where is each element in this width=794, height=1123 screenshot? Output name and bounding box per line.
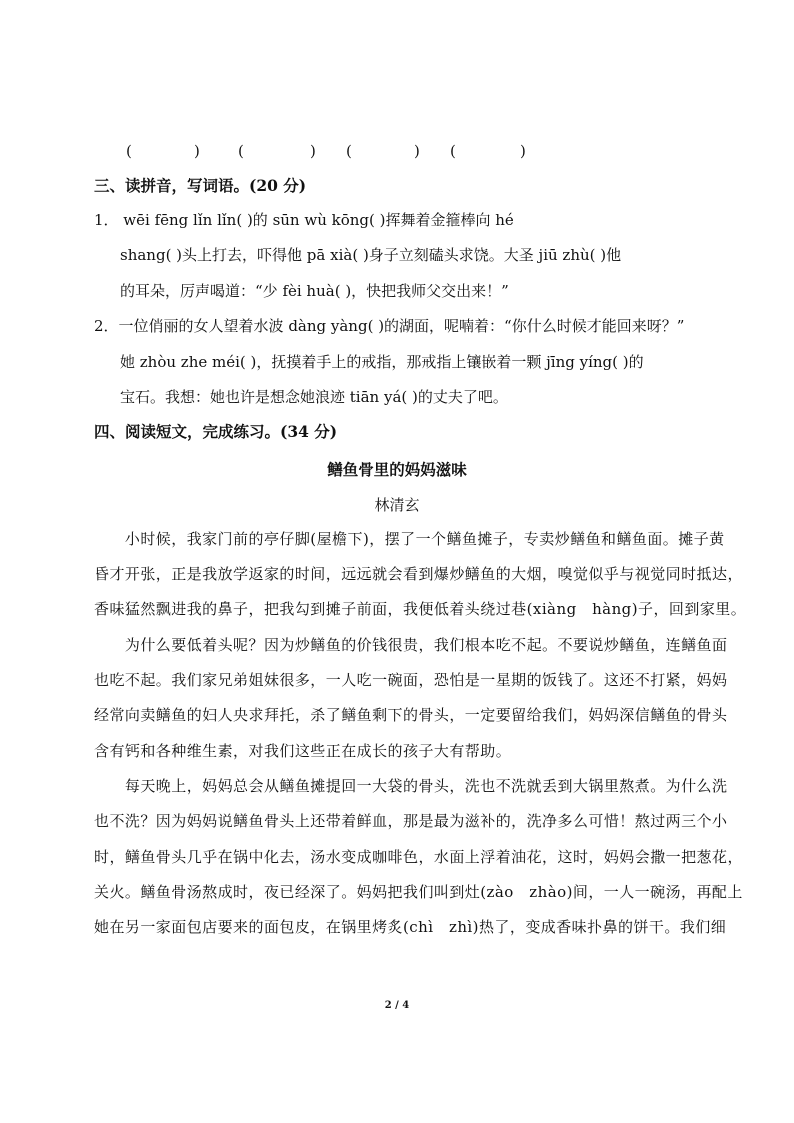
article-line: 她在另一家面包店要来的面包皮，在锅里烤炙(chì zhì)热了，变成香味扑鼻的饼干。我们细 xyxy=(94,918,727,936)
blank-close: ) xyxy=(414,142,420,160)
question-1-line-1: 1． wēi fēng lǐn lǐn( )的 sūn wù kōng( )挥舞着金箍棒向 hé xyxy=(94,211,514,229)
blank-open: ( xyxy=(346,142,352,160)
blank-open: ( xyxy=(238,142,244,160)
article-line: 含有钙和各种维生素，对我们这些正在成长的孩子大有帮助。 xyxy=(94,742,512,760)
blank-open: ( xyxy=(450,142,456,160)
article-line: 也吃不起。我们家兄弟姐妹很多，一人吃一碗面，恐怕是一星期的饭钱了。这还不打紧，妈妈 xyxy=(94,671,728,689)
article-line: 每天晚上，妈妈总会从鳝鱼摊提回一大袋的骨头，洗也不洗就丢到大锅里熬煮。为什么洗 xyxy=(94,777,728,795)
blank-open: ( xyxy=(126,142,132,160)
blank-close: ) xyxy=(520,142,526,160)
article-line: 也不洗？因为妈妈说鳝鱼骨头上还带着鲜血，那是最为滋补的，洗净多么可惜！熬过两三个小 xyxy=(94,812,728,830)
section-3-heading: 三、读拼音，写词语。(20 分) xyxy=(94,176,307,195)
article-title: 鳝鱼骨里的妈妈滋味 xyxy=(327,461,467,479)
article-author: 林清玄 xyxy=(374,496,420,514)
article-line: 关火。鳝鱼骨汤熬成时，夜已经深了。妈妈把我们叫到灶(zào zhào)间，一人一碗汤，再配上 xyxy=(94,883,743,901)
article-line: 香味猛然飘进我的鼻子，把我勾到摊子前面，我便低着头绕过巷(xiàng hàng)子，回到家里。 xyxy=(94,600,747,618)
question-2-line-1: 2．一位俏丽的女人望着水波 dàng yàng( )的湖面，呢喃着：“你什么时候才能回来呀？” xyxy=(94,317,685,335)
article-line: 时，鳝鱼骨头几乎在锅中化去，汤水变成咖啡色，水面上浮着油花，这时，妈妈会撒一把葱花， xyxy=(94,848,743,866)
section-4-heading: 四、阅读短文，完成练习。(34 分) xyxy=(94,422,338,441)
article-line: 昏才开张，正是我放学返家的时间，远远就会看到爆炒鳝鱼的大烟，嗅觉似乎与视觉同时抵达， xyxy=(94,565,743,583)
article-line: 为什么要低着头呢？因为炒鳝鱼的价钱很贵，我们根本吃不起。不要说炒鳝鱼，连鳝鱼面 xyxy=(94,636,728,654)
question-1-line-2: shang( )头上打去，吓得他 pā xià( )身子立刻磕头求饶。大圣 jiū zhù( )他 xyxy=(120,246,622,264)
blank-close: ) xyxy=(194,142,200,160)
article-line: 经常向卖鳝鱼的妇人央求拜托，杀了鳝鱼剩下的骨头，一定要留给我们，妈妈深信鳝鱼的骨头 xyxy=(94,706,728,724)
blank-close: ) xyxy=(310,142,316,160)
article-line: 小时候，我家门前的亭仔脚(屋檐下)，摆了一个鳝鱼摊子，专卖炒鳝鱼和鳝鱼面。摊子黄 xyxy=(94,530,725,548)
page-number: 2 / 4 xyxy=(384,1000,410,1011)
question-2-line-2: 她 zhòu zhe méi( )，抚摸着手上的戒指，那戒指上镶嵌着一颗 jīng yíng( )的 xyxy=(120,353,644,371)
question-1-line-3: 的耳朵，厉声喝道：“少 fèi huà( )，快把我师父交出来！” xyxy=(120,282,509,300)
answer-blanks-row xyxy=(126,141,526,161)
question-2-line-3: 宝石。我想：她也许是想念她浪迹 tiān yá( )的丈夫了吧。 xyxy=(120,388,508,406)
